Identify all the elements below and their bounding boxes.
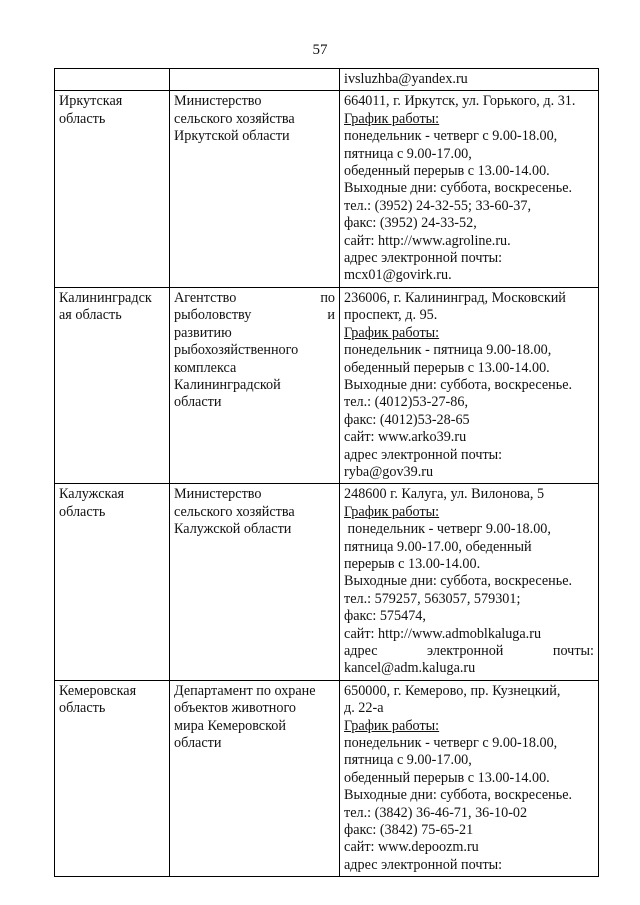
contact-line: сайт: www.depoozm.ru (344, 839, 479, 856)
contacts-cell (340, 680, 599, 876)
agency-name: комплекса (174, 359, 237, 376)
schedule-label: График работы: (344, 110, 440, 127)
contacts-cell (340, 69, 599, 91)
agency-cell (170, 287, 340, 483)
contact-line: адрес электронной почты: (344, 250, 503, 267)
region-name: область (59, 700, 106, 717)
contact-line: тел.: (4012)53-27-86, (344, 394, 468, 411)
region-name: Иркутская (59, 93, 123, 110)
contact-line: Выходные дни: суббота, воскресенье. (344, 573, 573, 590)
agency-name: Министерство (174, 93, 262, 110)
agency-name: сельского хозяйства (174, 503, 295, 520)
agency-cell (170, 69, 340, 91)
region-name: область (59, 110, 106, 127)
contact-line: Выходные дни: суббота, воскресенье. (344, 376, 573, 393)
email-label-word: адрес (344, 643, 378, 659)
agency-name: Иркутской области (174, 128, 290, 145)
schedule-label: График работы: (344, 503, 440, 520)
contact-line: сайт: http://www.agroline.ru. (344, 232, 511, 249)
agency-name: Департамент по охране (174, 682, 316, 699)
email-value: mcx01@govirk.ru. (344, 267, 452, 284)
agency-word: и (327, 307, 335, 324)
agency-name: сельского хозяйства (174, 110, 295, 127)
contact-line: перерыв с 13.00-14.00. (344, 555, 481, 572)
contact-line: факс: (3842) 75-65-21 (344, 822, 474, 839)
table-row (55, 484, 599, 680)
contact-line: факс: (4012)53-28-65 (344, 411, 470, 428)
table-row (55, 287, 599, 483)
contact-line: пятница с 9.00-17.00, (344, 145, 472, 162)
contact-line: обеденный перерыв с 13.00-14.00. (344, 163, 550, 180)
contact-line: понедельник - четверг с 9.00-18.00, (344, 735, 558, 752)
agency-word: по (320, 289, 335, 306)
contacts-table (54, 68, 599, 877)
email-value: ryba@gov39.ru (344, 463, 434, 480)
contact-line: Выходные дни: суббота, воскресенье. (344, 180, 573, 197)
agency-name: развитию (174, 324, 232, 341)
contact-line: тел.: 579257, 563057, 579301; (344, 590, 521, 607)
address-text: 664011, г. Иркутск, ул. Горького, д. 31. (344, 93, 576, 110)
contact-line: сайт: www.arko39.ru (344, 429, 467, 446)
table-row (55, 680, 599, 876)
contact-line: пятница с 9.00-17.00, (344, 752, 472, 769)
agency-name: рыбохозяйственного (174, 342, 299, 359)
region-cell (55, 287, 170, 483)
address-text: 248600 г. Калуга, ул. Вилонова, 5 (344, 486, 545, 503)
contact-line: сайт: http://www.admoblkaluga.ru (344, 625, 542, 642)
contacts-cell (340, 91, 599, 287)
contact-line: адрес электронной почты: (344, 856, 503, 873)
agency-cell (170, 91, 340, 287)
address-text: 236006, г. Калининград, Московский (344, 289, 566, 306)
region-name: Калужская (59, 486, 125, 503)
agency-name: Калужской области (174, 521, 292, 538)
table-row (55, 91, 599, 287)
address-text: проспект, д. 95. (344, 307, 438, 324)
agency-name: Министерство (174, 486, 262, 503)
region-cell (55, 484, 170, 680)
email-value: kancel@adm.kaluga.ru (344, 660, 476, 677)
contact-line: обеденный перерыв с 13.00-14.00. (344, 769, 550, 786)
email-label (344, 643, 594, 660)
region-cell (55, 69, 170, 91)
contact-line: понедельник - пятница 9.00-18.00, (344, 342, 552, 359)
region-name: Калининградск (59, 289, 152, 306)
schedule-label: График работы: (344, 324, 440, 341)
agency-name: мира Кемеровской (174, 717, 286, 734)
region-cell (55, 680, 170, 876)
contact-line: факс: (3952) 24-33-52, (344, 215, 477, 232)
contact-line: тел.: (3952) 24-32-55; 33-60-37, (344, 197, 532, 214)
contact-line: понедельник - четверг с 9.00-18.00, (344, 128, 558, 145)
agency-name: объектов животного (174, 700, 296, 717)
address-text: 650000, г. Кемерово, пр. Кузнецкий, (344, 682, 561, 699)
email-value: ivsluzhba@yandex.ru (344, 71, 468, 87)
contact-line: Выходные дни: суббота, воскресенье. (344, 787, 573, 804)
table-row (55, 69, 599, 91)
agency-name: области (174, 394, 222, 411)
page-number: 57 (312, 42, 328, 58)
contact-line: понедельник - четверг 9.00-18.00, (344, 521, 551, 538)
region-name: Кемеровская (59, 682, 137, 699)
agency-name: области (174, 735, 222, 752)
contact-line: пятница 9.00-17.00, обеденный (344, 538, 532, 555)
email-label-word: почты: (552, 643, 594, 659)
email-label-word: электронной (427, 643, 504, 659)
agency-cell (170, 484, 340, 680)
contact-line: тел.: (3842) 36-46-71, 36-10-02 (344, 804, 528, 821)
contact-line: факс: 575474, (344, 608, 426, 625)
agency-name (174, 290, 335, 307)
contact-line: адрес электронной почты: (344, 446, 503, 463)
agency-name: Калининградской (174, 376, 281, 393)
contacts-cell (340, 287, 599, 483)
agency-cell (170, 680, 340, 876)
schedule-label: График работы: (344, 717, 440, 734)
contacts-cell (340, 484, 599, 680)
address-text: д. 22-а (344, 700, 384, 717)
contact-line: обеденный перерыв с 13.00-14.00. (344, 359, 550, 376)
agency-word: рыболовству (174, 307, 252, 324)
agency-word: Агентство (174, 289, 237, 306)
region-cell (55, 91, 170, 287)
region-name: область (59, 503, 106, 520)
region-name: ая область (59, 307, 122, 324)
agency-name (174, 307, 335, 324)
